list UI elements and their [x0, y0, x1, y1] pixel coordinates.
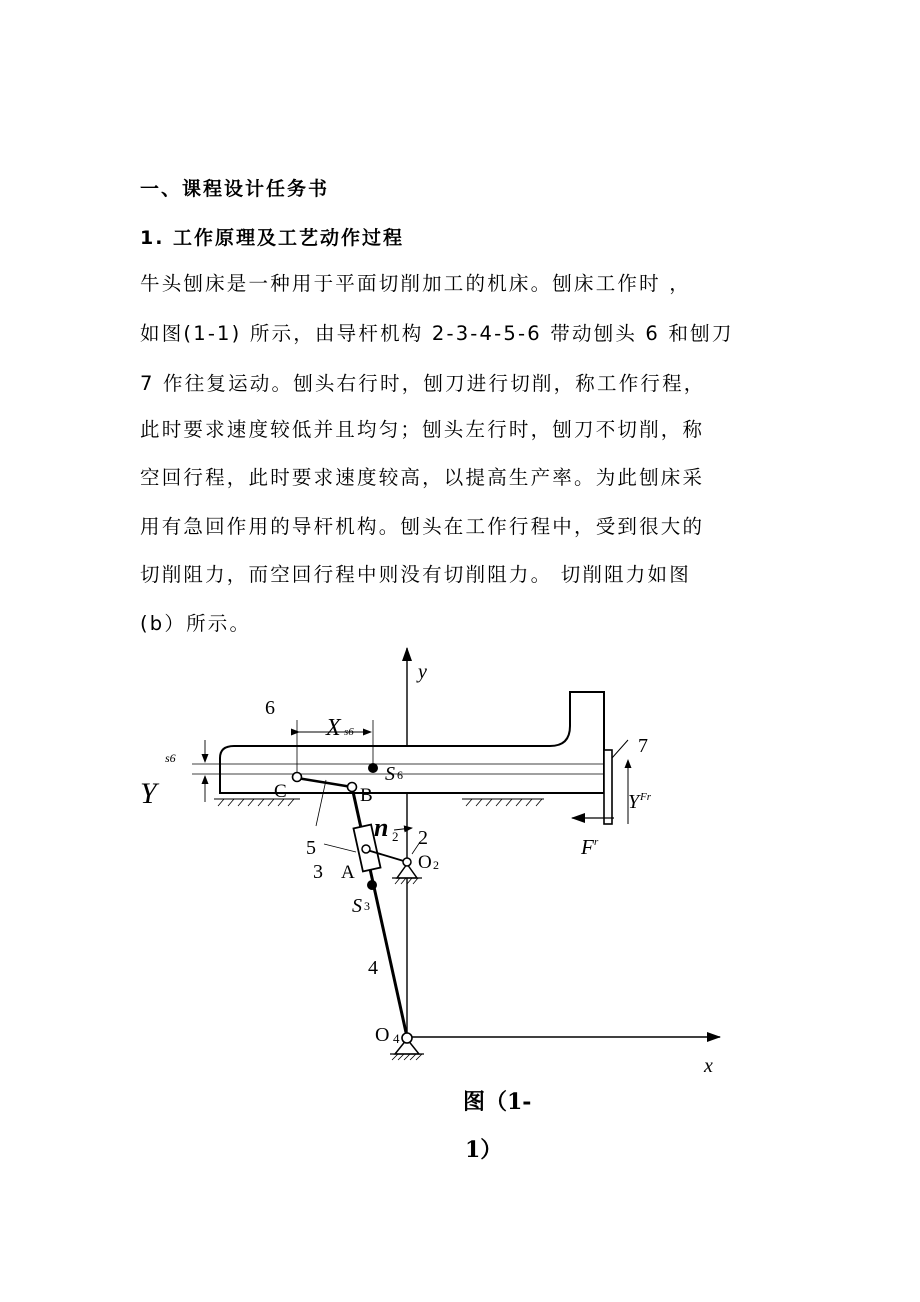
joint-a [362, 845, 370, 853]
force-fr-label: F [581, 835, 594, 859]
point-o2-label-sub: 2 [433, 858, 439, 872]
point-o4-label-sub: 4 [393, 1031, 400, 1046]
point-o4-label: O [375, 1024, 390, 1046]
s3-label: S [352, 895, 362, 917]
mass-center-s3 [367, 880, 377, 890]
ys6-label: Y [140, 777, 157, 810]
joint-o2 [403, 858, 411, 866]
paragraph-line: 空回行程，此时要求速度较高，以提高生产率。为此刨床采 [140, 466, 705, 489]
yfr-label-sub: Fr [640, 791, 651, 803]
point-a-label: A [341, 862, 355, 883]
part-7-label: 7 [638, 735, 648, 757]
joint-b [348, 783, 357, 792]
mass-center-s6 [368, 763, 378, 773]
cutting-tool [604, 750, 612, 824]
ram-body [220, 692, 604, 793]
paragraph-line: 此时要求速度较低并且均匀；刨头左行时，刨刀不切削，称 [140, 418, 705, 441]
ys6-label-sub: s6 [165, 751, 176, 765]
point-c-label: C [274, 781, 287, 802]
xs6-label-sub: s6 [344, 726, 354, 738]
point-o2-label: O [418, 852, 432, 873]
yfr-label: Y [628, 791, 640, 813]
x-axis-label: x [704, 1055, 713, 1077]
part-6-label: 6 [265, 697, 275, 719]
mechanism-figure [130, 640, 730, 1090]
s6-label-sub: 6 [397, 768, 403, 782]
joint-c [293, 773, 302, 782]
paragraph-line: 如图(1-1) 所示，由导杆机构 2-3-4-5-6 带动刨头 6 和刨刀 [140, 322, 734, 345]
part-5-label: 5 [306, 837, 316, 859]
paragraph-line: 7 作往复运动。刨头右行时，刨刀进行切削，称工作行程， [140, 372, 706, 395]
paragraph-line: 牛头刨床是一种用于平面切削加工的机床。刨床工作时 ， [140, 272, 691, 295]
support-o4-hatch [392, 1054, 422, 1060]
n2-label-sub: 2 [392, 829, 399, 844]
figure-caption: 图（1- [463, 1089, 532, 1115]
point-b-label: B [360, 785, 373, 806]
n2-label: n [374, 813, 389, 842]
force-fr-label-sub: r [594, 836, 599, 848]
section-heading: 一、课程设计任务书 [140, 178, 330, 200]
leader-line [612, 740, 628, 758]
figure-caption-cont: 1） [465, 1137, 503, 1163]
part-4-label: 4 [368, 957, 378, 979]
s6-label: S [385, 763, 395, 785]
ground-hatch [466, 799, 542, 806]
y-axis-label: y [418, 661, 427, 683]
leader-line [324, 844, 356, 852]
subsection-heading: 1. 工作原理及工艺动作过程 [140, 227, 405, 249]
paragraph-line: (b）所示。 [140, 612, 252, 635]
part-3-label: 3 [313, 861, 323, 883]
paragraph-line: 切削阻力，而空回行程中则没有切削阻力。 切削阻力如图 [140, 563, 691, 586]
xs6-label: X [326, 715, 341, 741]
paragraph-line: 用有急回作用的导杆机构。刨头在工作行程中，受到很大的 [140, 515, 705, 538]
joint-o4 [402, 1033, 412, 1043]
s3-label-sub: 3 [364, 899, 370, 913]
part-2-label: 2 [418, 827, 428, 849]
